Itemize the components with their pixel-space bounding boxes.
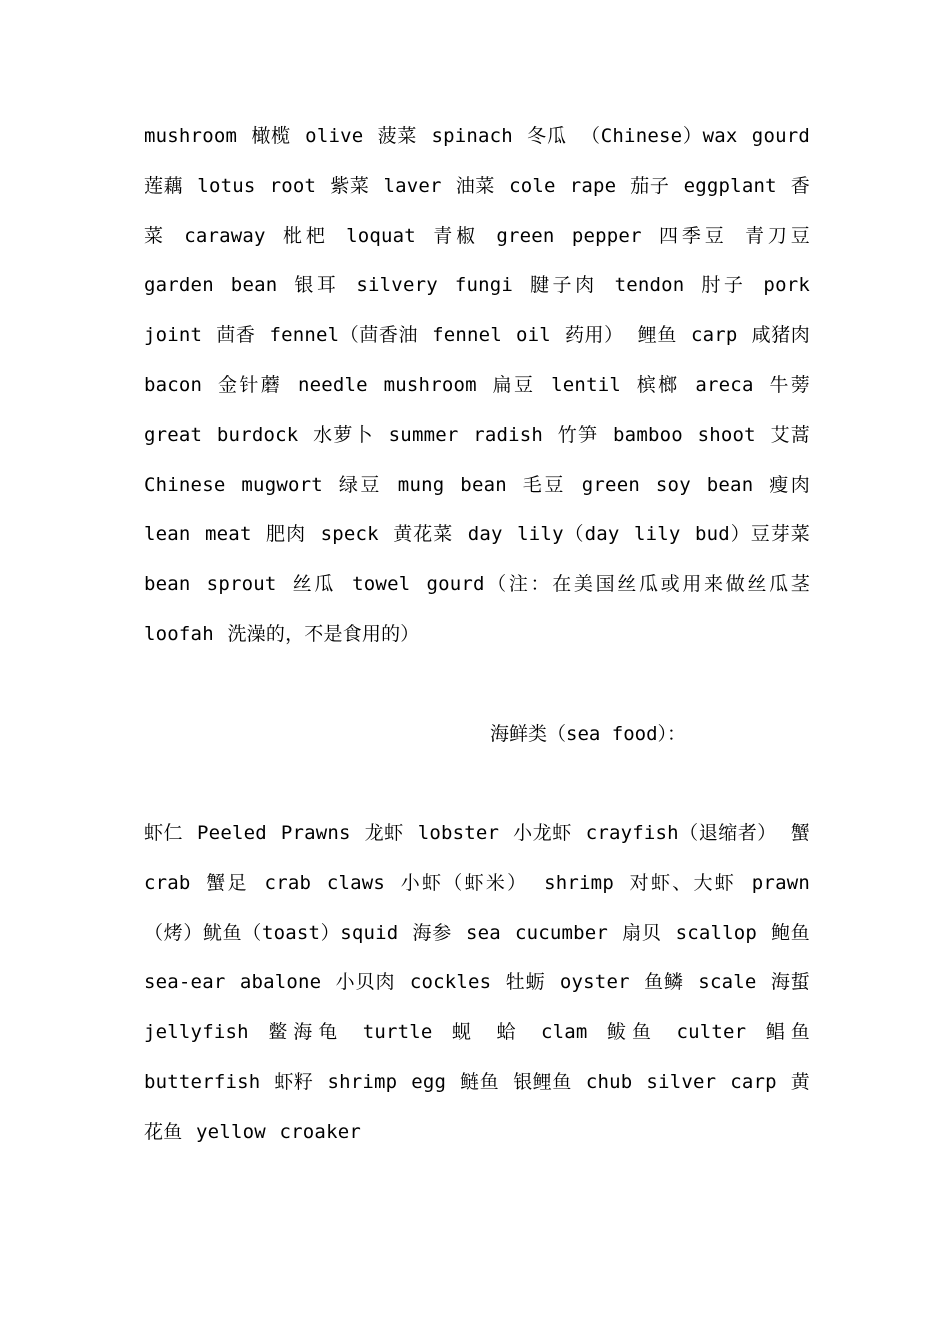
vegetables-paragraph: mushroom 橄榄 olive 菠菜 spinach 冬瓜 （Chinese）wax gourd 莲藕 lotus root 紫菜 laver 油菜 cole rape 茄子 eggplant 香菜 caraway 枇杷 loquat 青椒 green pepper 四季豆 青刀豆 garden bean 银耳 silvery fungi 腱子肉 tendon 肘子 pork joint 茴香 fennel（茴香油 fennel oil 药用） 鲤鱼 carp 咸猪肉 bacon 金针蘑 needle mushroom 扁豆 lentil 槟榔 areca 牛蒡 great burdock 水萝卜 summer radish 竹笋 bamboo shoot 艾蒿 Chinese mugwort 绿豆 mung bean 毛豆 green soy bean 瘦肉 lean meat 肥肉 speck 黄花菜 day lily（day lily bud）豆芽菜 bean sprout 丝瓜 towel gourd（注：在美国丝瓜或用来做丝瓜茎 loofah 洗澡的，不是食用的） [144, 125, 810, 645]
seafood-heading: 海鲜类（sea food）： [490, 723, 687, 745]
seafood-paragraph: 虾仁 Peeled Prawns 龙虾 lobster 小龙虾 crayfish（退缩者） 蟹 crab 蟹足 crab claws 小虾（虾米） shrimp 对虾、大虾 prawn （烤）鱿鱼（toast）squid 海参 sea cucumber 扇贝 scallop 鲍鱼 sea-ear abalone 小贝肉 cockles 牡蛎 oyster 鱼鳞 scale 海蜇 jellyfish 鳖海龟 turtle 蚬 蛤 clam 鲅鱼 culter 鲳鱼 butterfish 虾籽 shrimp egg 鲢鱼 银鲤鱼 chub silver carp 黄花鱼 yellow croaker [144, 822, 810, 1143]
